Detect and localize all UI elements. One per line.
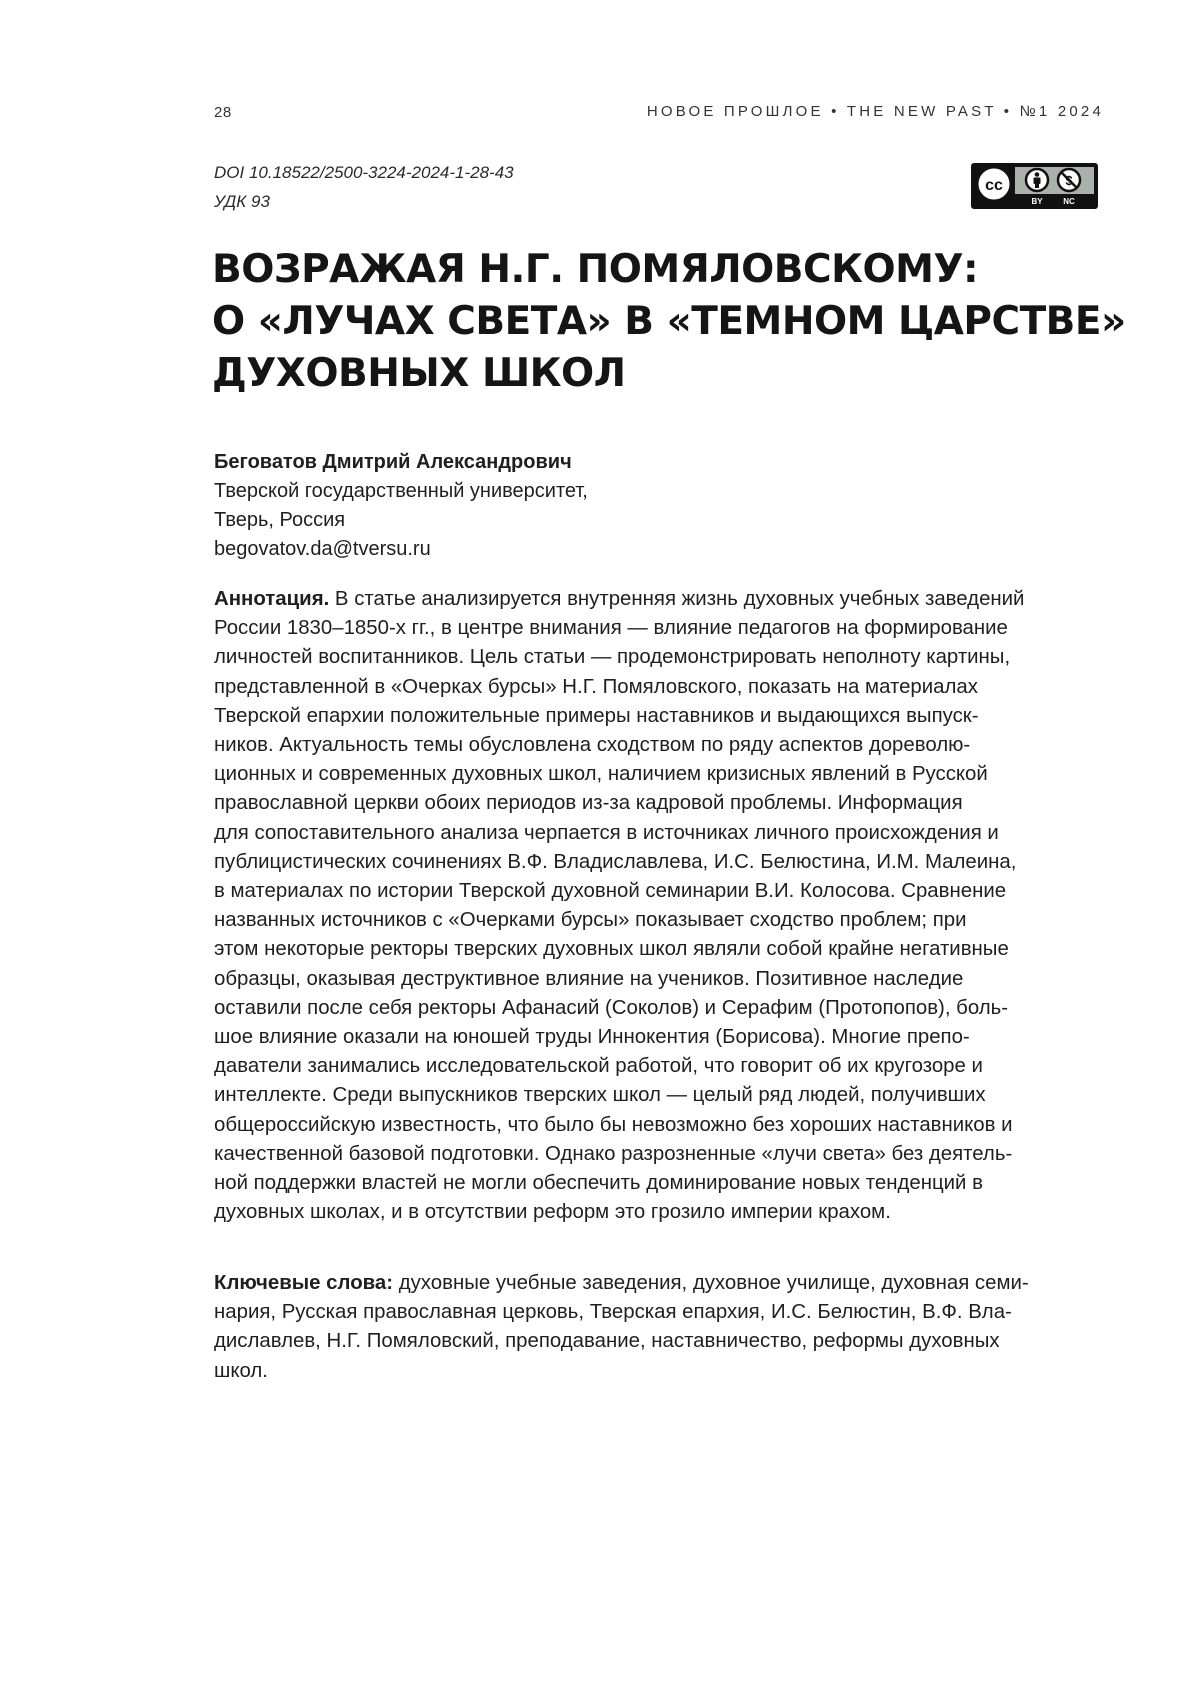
abstract-line: православной церкви обоих периодов из-за кадровой проблемы. Информация [214,789,1107,818]
author-name: Беговатов Дмитрий Александрович [214,448,588,477]
abstract-line: в материалах по истории Тверской духовной семинарии В.И. Колосова. Сравнение [214,877,1107,906]
abstract-line: названных источников с «Очерками бурсы» показывает сходство проблем; при [214,906,1107,935]
abstract-line: даватели занимались исследовательской работой, что говорит об их кругозоре и [214,1052,1107,1081]
abstract-line: Аннотация. В статье анализируется внутренняя жизнь духовных учебных заведений [214,585,1107,614]
keywords-line: нария, Русская православная церковь, Тверская епархия, И.С. Белюстин, В.Ф. Вла- [214,1298,1107,1327]
page-number: 28 [214,104,232,121]
keywords-line: Ключевые слова: духовные учебные заведения, духовное училище, духовная семи- [214,1269,1107,1298]
license-nc-label: NC [1063,197,1075,206]
abstract-line: для сопоставительного анализа черпается в источниках личного происхождения и [214,819,1107,848]
title-line: ДУХОВНЫХ ШКОЛ [212,348,1112,400]
by-icon [1026,169,1048,191]
abstract-line: публицистических сочинениях В.Ф. Владиславлева, И.С. Белюстина, И.М. Малеина, [214,848,1107,877]
keywords-line: дислав­лев, Н.Г. Помяловский, преподавание, наставничество, реформы духовных [214,1327,1107,1356]
author-block [214,448,588,564]
doi: DOI 10.18522/2500-3224-2024-1-28-43 [214,158,514,187]
abstract-label: Аннотация. [214,588,329,610]
abstract-line: ной поддержки властей не могли обеспечить доминирование новых тенденций в [214,1169,1107,1198]
title-line: ВОЗРАЖАЯ Н.Г. ПОМЯЛОВСКОМУ: [212,244,1112,296]
abstract-line: Тверской епархии положительные примеры наставников и выдающихся выпуск- [214,702,1107,731]
abstract-line: шое влияние оказали на юношей труды Иннокентия (Борисова). Многие препо- [214,1023,1107,1052]
nc-icon [1058,169,1080,191]
abstract-line: этом некоторые ректоры тверских духовных школ являли собой крайне негативные [214,935,1107,964]
keywords-line: школ. [214,1357,1107,1386]
license-by-label: BY [1031,197,1043,206]
abstract-line: качественной базовой подготовки. Однако разрозненные «лучи света» без деятель- [214,1140,1107,1169]
cc-icon [977,167,1011,201]
abstract-line: личностей воспитанников. Цель статьи — продемонстрировать неполноту картины, [214,643,1107,672]
doi-block [214,158,514,216]
abstract-line: общероссийскую известность, что было бы невозможно без хороших наставников и [214,1111,1107,1140]
abstract-line: образцы, оказывая деструктивное влияние на учеников. Позитивное наследие [214,965,1107,994]
keywords-label: Ключевые слова: [214,1272,393,1294]
abstract-line: интеллекте. Среди выпускников тверских школ — целый ряд людей, получивших [214,1081,1107,1110]
abstract [214,585,1107,1227]
running-head: НОВОЕ ПРОШЛОЕ • THE NEW PAST • №1 2024 [647,103,1104,120]
cc-license-badge[interactable] [971,163,1098,209]
abstract-line: ционных и современных духовных школ, наличием кризисных явлений в Русской [214,760,1107,789]
abstract-line: оставили после себя ректоры Афанасий (Соколов) и Серафим (Протопопов), боль- [214,994,1107,1023]
abstract-line: ников. Актуальность темы обусловлена сходством по ряду аспектов дореволю- [214,731,1107,760]
author-location: Тверь, Россия [214,506,588,535]
article-title [212,244,1112,400]
keywords [214,1269,1107,1386]
title-line: О «ЛУЧАХ СВЕТА» В «ТЕМНОМ ЦАРСТВЕ» [212,296,1112,348]
abstract-line: России 1830–1850-х гг., в центре внимания — влияние педагогов на формирование [214,614,1107,643]
udk: УДК 93 [214,187,514,216]
author-email[interactable]: begovatov.da@tversu.ru [214,535,588,564]
svg-text:cc: cc [985,177,1003,194]
abstract-line: представленной в «Очерках бурсы» Н.Г. Помяловского, показать на материалах [214,673,1107,702]
abstract-line: духовных школах, и в отсутствии реформ это грозило империи крахом. [214,1198,1107,1227]
author-affiliation: Тверской государственный университет, [214,477,588,506]
